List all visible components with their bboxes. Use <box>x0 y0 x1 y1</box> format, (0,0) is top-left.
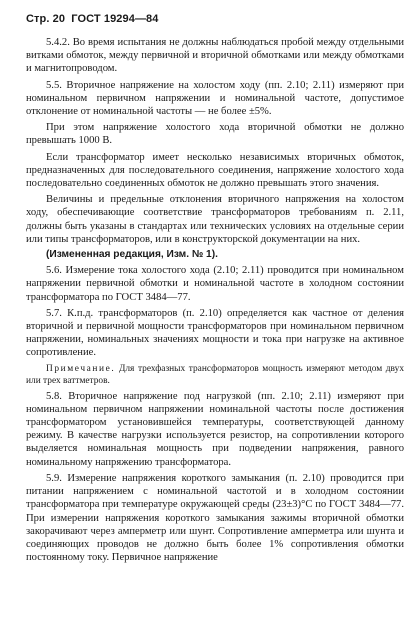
page-header <box>26 13 404 26</box>
paragraph-5-8: 5.8. Вторичное напряжение под нагрузкой (пп. 2.10; 2.11) измеряют при номинальном первичном напряжении номинальной частоты после достижения трансформатором установившейся температуры, соответствующей данному режиму. В качестве нагрузки используется резистор, на сопротивлении которого выделяется номинальная мощность при подведении напряжения, равного номинальному напряжению трансформатора. <box>26 390 404 468</box>
amendment-note: (Измененная редакция, Изм. № 1). <box>46 249 218 261</box>
paragraph-5-5-tolerances: Величины и предельные отклонения вторичного напряжения на холостом ходу, обеспечивающие соответствие трансформаторов требованиям п. 2.11, должны быть указаны в стандартах или технических условиях на отдельные серии или типы трансформаторов, или в конструкторской документации на них. <box>26 194 404 245</box>
note-text: Для трехфазных трансформаторов мощность измеряют методом двух или трех ваттметров. <box>26 363 405 386</box>
paragraph-5-7: 5.7. К.п.д. трансформаторов (п. 2.10) определяется как частное от деления вторичной и первичной мощности трансформаторов при номинальном первичном напряжении, номинальных значениях мощности и тока при нагрузке на активное сопротивление. <box>26 307 404 359</box>
paragraph-5-5-voltage-limit: При этом напряжение холостого хода вторичной обмотки не должно превышать 1000 В. <box>26 122 404 147</box>
paragraph-5-4-2: 5.4.2. Во время испытания не должны наблюдаться пробой между отдельными витками обмоток, между первичной и вторичной обмотками или между обмотками и магнитопроводом. <box>26 37 404 75</box>
paragraph-5-6: 5.6. Измерение тока холостого хода (2.10; 2.11) проводится при номинальном напряжении первичной обмотки и номинальной частоте в холодном состоянии трансформатора по ГОСТ 3484—77. <box>26 265 404 303</box>
page-number: Стр. 20 <box>26 13 66 25</box>
paragraph-5-5: 5.5. Вторичное напряжение на холостом ходу (пп. 2.10; 2.11) измеряют при номинальном первичном напряжении и номинальной частоте, допустимое отклонение от номинальной частоты — не более ±5%. <box>26 79 404 118</box>
paragraph-5-9: 5.9. Измерение напряжения короткого замыкания (п. 2.10) проводится при питании напряжением с номинальной частотой и в холодном состоянии трансформатора при температуре окружающей среды (23±3)°С по ГОСТ 3484—77. При измерении напряжения короткого замыкания зажимы вторичной обмотки закорачивают через амперметр или шунт. Сопротивление амперметра или шунта и соединяющих проводов не должно быть более 1% сопротивления обмотки постоянному току. Первичное напряжение <box>26 472 404 564</box>
paragraph-5-5-multiple-windings: Если трансформатор имеет несколько независимых вторичных обмоток, предназначенных для последовательного соединения, напряжение холостого хода последовательно соединенных обмоток не должно превышать этого значения. <box>26 151 404 190</box>
note-label: Примечание. <box>46 363 116 374</box>
note <box>26 363 404 387</box>
standard-number: ГОСТ 19294—84 <box>71 13 159 25</box>
